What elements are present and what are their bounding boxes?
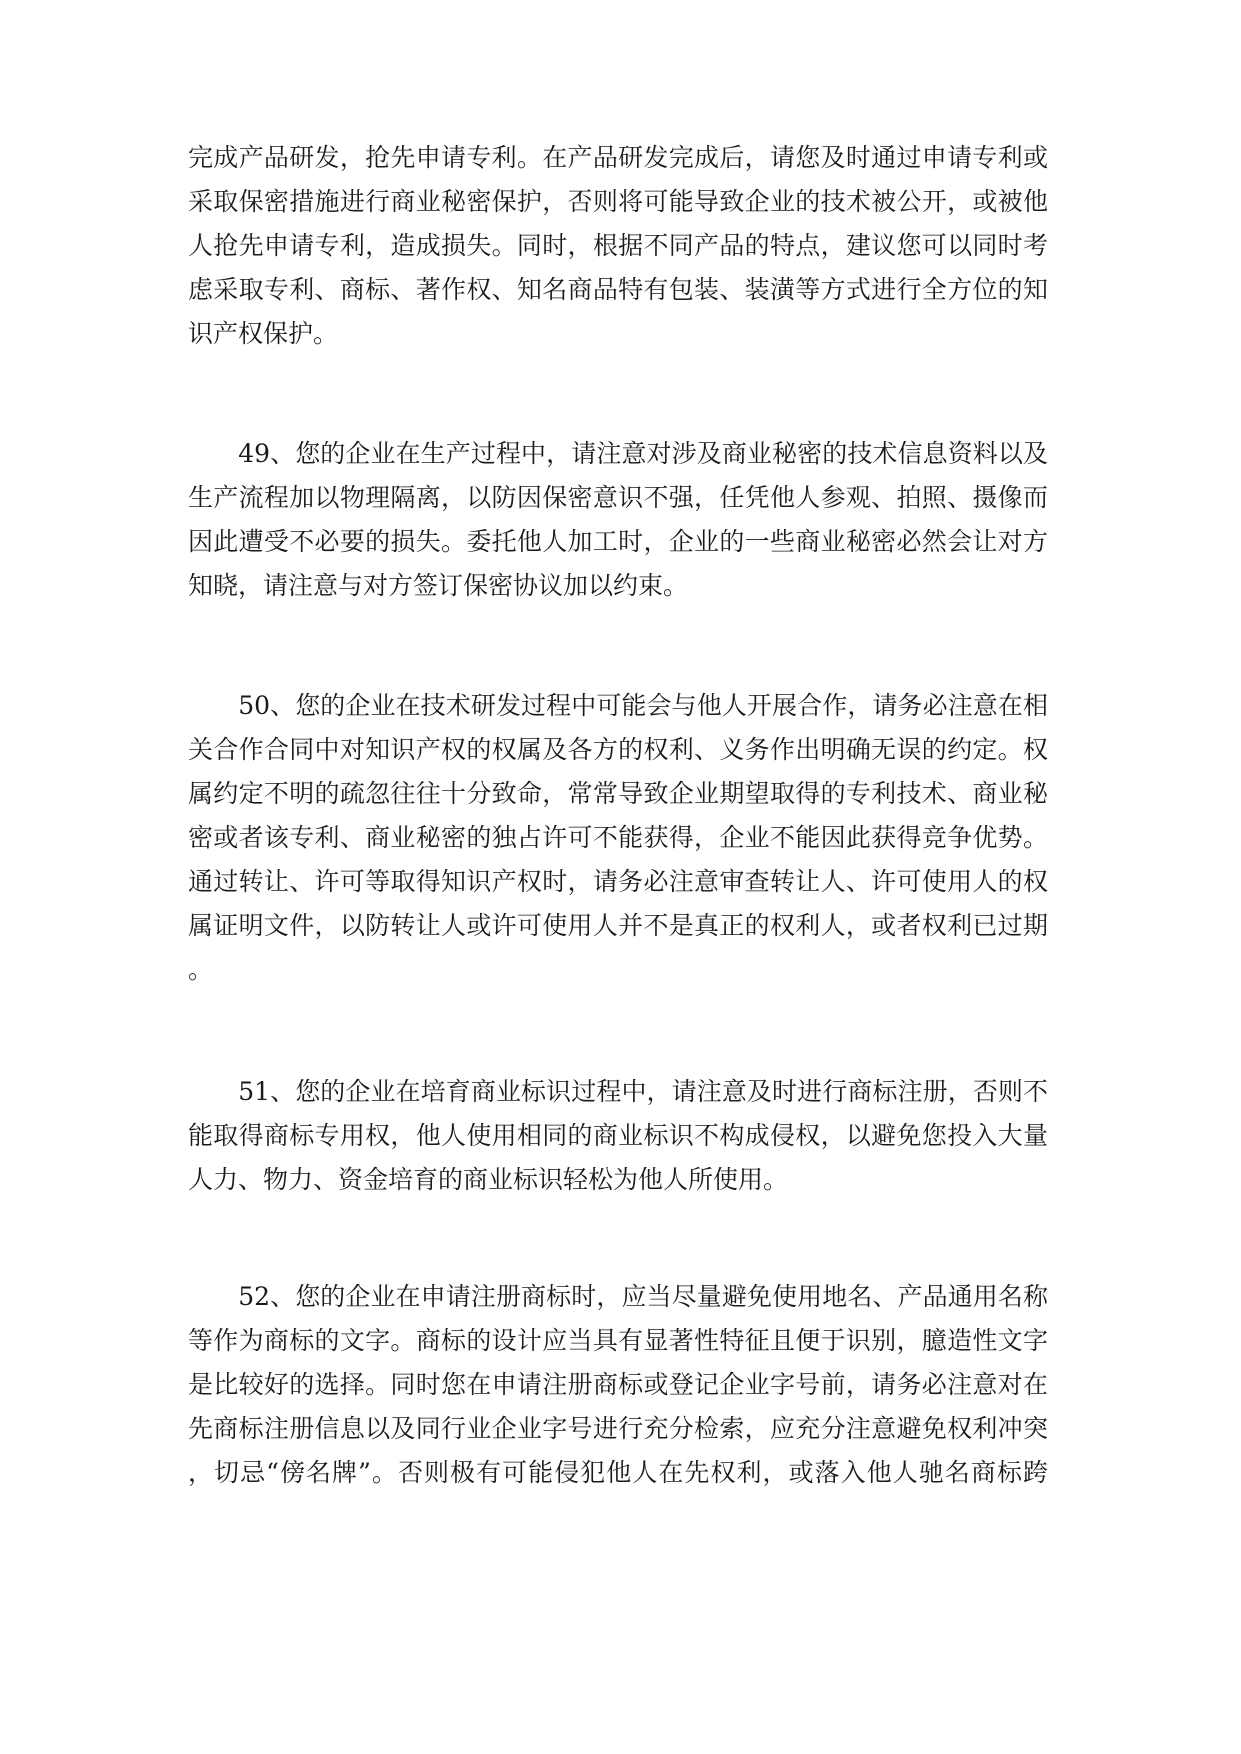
text-line: 完成产品研发，抢先申请专利。在产品研发完成后，请您及时通过申请专利或 bbox=[188, 143, 1048, 172]
text-line: 虑采取专利、商标、著作权、知名商品特有包装、装潢等方式进行全方位的知 bbox=[188, 275, 1048, 304]
text-line: 先商标注册信息以及同行业企业字号进行充分检索，应充分注意避免权利冲突 bbox=[188, 1414, 1048, 1443]
text-line: 49、您的企业在生产过程中，请注意对涉及商业秘密的技术信息资料以及 bbox=[188, 439, 1048, 468]
text-line: 识产权保护。 bbox=[188, 319, 339, 348]
paragraph-52 bbox=[188, 1275, 1048, 1495]
text-line: 属证明文件，以防转让人或许可使用人并不是真正的权利人，或者权利已过期 bbox=[188, 911, 1048, 940]
text-line: 52、您的企业在申请注册商标时，应当尽量避免使用地名、产品通用名称 bbox=[188, 1282, 1048, 1311]
text-line: 通过转让、许可等取得知识产权时，请务必注意审查转让人、许可使用人的权 bbox=[188, 867, 1048, 896]
text-line: 51、您的企业在培育商业标识过程中，请注意及时进行商标注册，否则不 bbox=[188, 1077, 1048, 1106]
text-line: 关合作合同中对知识产权的权属及各方的权利、义务作出明确无误的约定。权 bbox=[188, 735, 1048, 764]
text-line: 人抢先申请专利，造成损失。同时，根据不同产品的特点，建议您可以同时考 bbox=[188, 231, 1048, 260]
paragraph-48-continued bbox=[188, 136, 1048, 356]
text-line: 能取得商标专用权，他人使用相同的商业标识不构成侵权，以避免您投入大量 bbox=[188, 1121, 1048, 1150]
text-line: 生产流程加以物理隔离，以防因保密意识不强，任凭他人参观、拍照、摄像而 bbox=[188, 483, 1048, 512]
text-line: 属约定不明的疏忽往往十分致命，常常导致企业期望取得的专利技术、商业秘 bbox=[188, 779, 1048, 808]
paragraph-49 bbox=[188, 432, 1048, 608]
text-line: 人力、物力、资金培育的商业标识轻松为他人所使用。 bbox=[188, 1165, 789, 1194]
paragraph-51 bbox=[188, 1070, 1048, 1202]
text-line: ，切忌“傍名牌”。否则极有可能侵犯他人在先权利，或落入他人驰名商标跨 bbox=[188, 1458, 1048, 1487]
text-line: 等作为商标的文字。商标的设计应当具有显著性特征且便于识别，臆造性文字 bbox=[188, 1326, 1048, 1355]
text-line: 50、您的企业在技术研发过程中可能会与他人开展合作，请务必注意在相 bbox=[188, 691, 1048, 720]
text-line: 是比较好的选择。同时您在申请注册商标或登记企业字号前，请务必注意对在 bbox=[188, 1370, 1048, 1399]
paragraph-50 bbox=[188, 684, 1048, 992]
text-line: 。 bbox=[188, 955, 214, 984]
text-line: 采取保密措施进行商业秘密保护，否则将可能导致企业的技术被公开，或被他 bbox=[188, 187, 1048, 216]
text-line: 知晓，请注意与对方签订保密协议加以约束。 bbox=[188, 571, 689, 600]
text-line: 因此遭受不必要的损失。委托他人加工时，企业的一些商业秘密必然会让对方 bbox=[188, 527, 1048, 556]
text-line: 密或者该专利、商业秘密的独占许可不能获得，企业不能因此获得竞争优势。 bbox=[188, 823, 1048, 852]
